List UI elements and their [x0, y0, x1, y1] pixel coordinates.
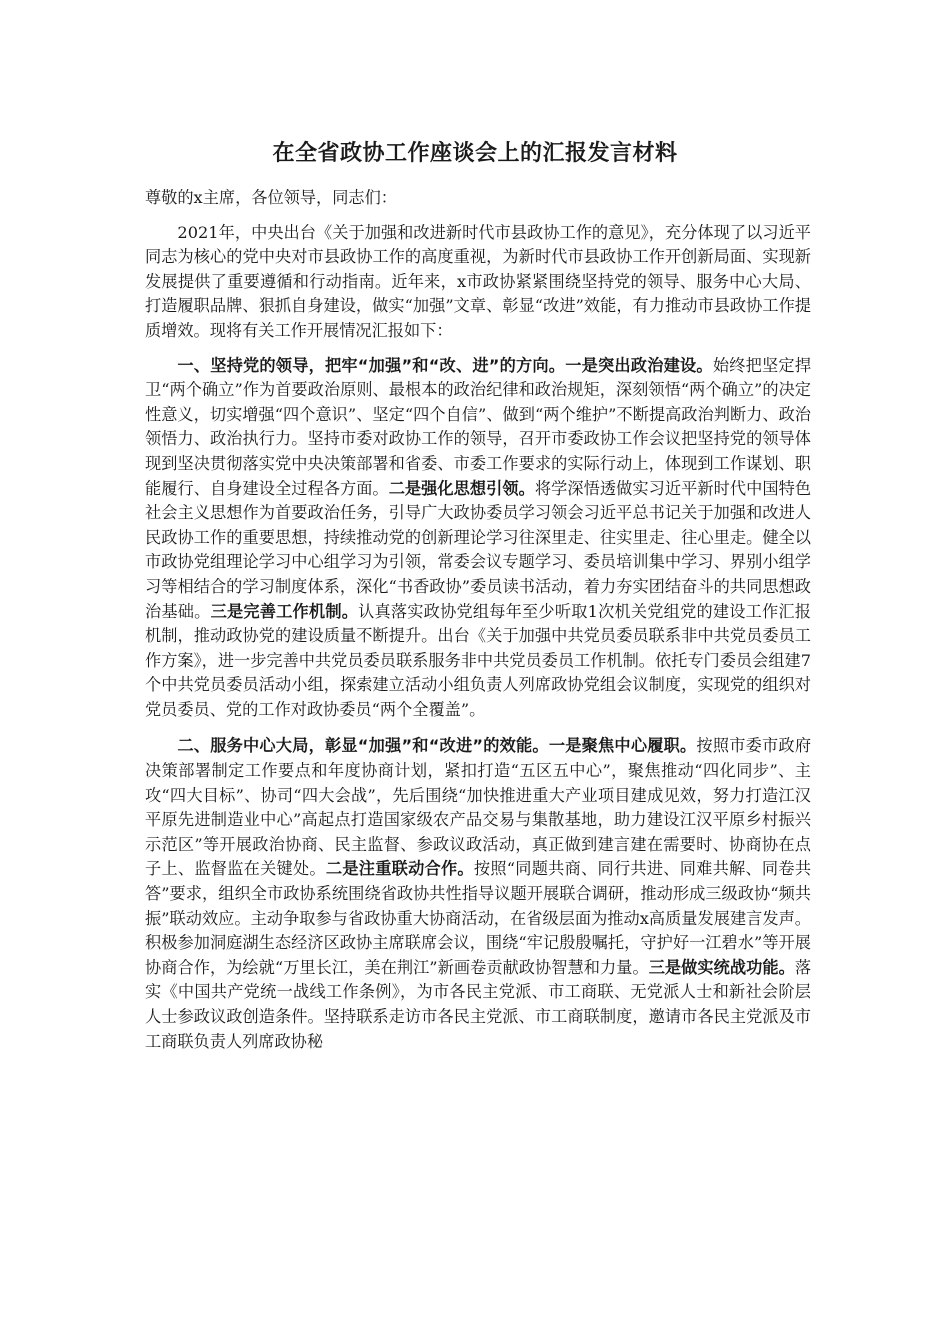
- section-2-point-3-heading: 三是做实统战功能。: [648, 957, 795, 977]
- salutation: 尊敬的x主席，各位领导，同志们：: [145, 188, 397, 207]
- section-2-heading: 二、服务中心大局，彰显“加强”和“改进”的效能。: [177, 736, 549, 756]
- document-title: 在全省政协工作座谈会上的汇报发言材料: [272, 141, 678, 166]
- section-1-heading: 一、坚持党的领导，把牢“加强”和“改、进”的方向。: [177, 355, 566, 375]
- section-2-point-2-text: 按照“同题共商、同行共进、同难共解、同卷共答”要求，组织全市政协系统围绕省政协共性指导议题开展联合调研，推动形成三级政协“频共振”联动效应。主动争取参与省政协重大协商活动，在省级层面为推动x高质量发展建言发声。积极参加洞庭湖生态经济区政协主席联席会议，围绕“牢记殷殷嘱托，守护好一江碧水”等开展协商合作，为绘就“万里长江，美在荆江”新画卷贡献政协智慧和力量。: [145, 859, 812, 977]
- section-2-paragraph: [145, 734, 811, 1054]
- section-1-point-2-text: 将学深悟透做实习近平新时代中国特色社会主义思想作为首要政治任务，引导广大政协委员学习领会习近平总书记关于加强和改进人民政协工作的重要思想，持续推动党的创新理论学习往深里走、往实里走、往心里走。健全以市政协党组理论学习中心组学习为引领，常委会议专题学习、委员培训集中学习、界别小组学习等相结合的学习制度体系，深化“书香政协”委员读书活动，着力夯实团结奋斗的共同思想政治基础。: [145, 478, 812, 621]
- section-2-point-1-text: 按照市委市政府决策部署制定工作要点和年度协商计划，紧扣打造“五区五中心”，聚焦推动“四化同步”、主攻“四大目标”、协司“四大会战”，先后围绕“加快推进重大产业项目建成见效，努力打造江汉平原先进制造业中心”高起点打造国家级农产品交易与集散基地，助力建设江汉平原乡村振兴示范区”等开展政治协商、民主监督、参政议政活动，真正做到建言建在需要时、协商协在点子上、监督监在关键处。: [145, 736, 812, 879]
- section-2-point-2-heading: 二是注重联动合作。: [325, 859, 474, 879]
- section-1-paragraph: [145, 354, 811, 723]
- section-1-point-2-heading: 二是强化思想引领。: [388, 478, 535, 498]
- section-2-point-1-heading: 一是聚焦中心履职。: [548, 736, 697, 756]
- section-2-point-3-text: 落实《中国共产党统一战线工作条例》，为市各民主党派、市工商联、无党派人士和新社会阶层人士参政议政创造条件。坚持联系走访市各民主党派、市工商联制度，邀请市各民主党派及市工商联负责人列席政协秘: [145, 957, 811, 1051]
- section-1-point-3-text: 认真落实政协党组每年至少听取1次机关党组党的建设工作汇报机制，推动政协党的建设质量不断提升。出台《关于加强中共党员委员联系非中共党员委员工作方案》，进一步完善中共党员委员联系服务非中共党员委员工作机制。依托专门委员会组建7个中共党员委员活动小组，探索建立活动小组负责人列席政协党组会议制度，实现党的组织对党员委员、党的工作对政协委员“两个全覆盖”。: [145, 601, 811, 719]
- intro-paragraph: 2021年，中央出台《关于加强和改进新时代市县政协工作的意见》，充分体现了以习近平同志为核心的党中央对市县政协工作的高度重视，为新时代市县政协工作开创新局面、实现新发展提供了重要遵循和行动指南。近年来，x市政协紧紧围绕坚持党的领导、服务中心大局、打造履职品牌、狠抓自身建设，做实“加强”文章、彰显“改进”效能，有力推动市县政协工作提质增效。现将有关工作开展情况汇报如下：: [145, 222, 811, 340]
- section-1-point-1-text: 始终把坚定捍卫“两个确立”作为首要政治原则、最根本的政治纪律和政治规矩，深刻领悟“两个确立”的决定性意义，切实增强“四个意识”、坚定“四个自信”、做到“两个维护”不断提高政治判断力、政治领悟力、政治执行力。坚持市委对政协工作的领导，召开市委政协工作会议把坚持党的领导体现到坚决贯彻落实党中央决策部署和省委、市委工作要求的实际行动上，体现到工作谋划、职能履行、自身建设全过程各方面。: [145, 355, 812, 498]
- section-1-point-1-heading: 一是突出政治建设。: [565, 355, 713, 375]
- document-body: [145, 186, 811, 1054]
- section-1-point-3-heading: 三是完善工作机制。: [210, 601, 359, 621]
